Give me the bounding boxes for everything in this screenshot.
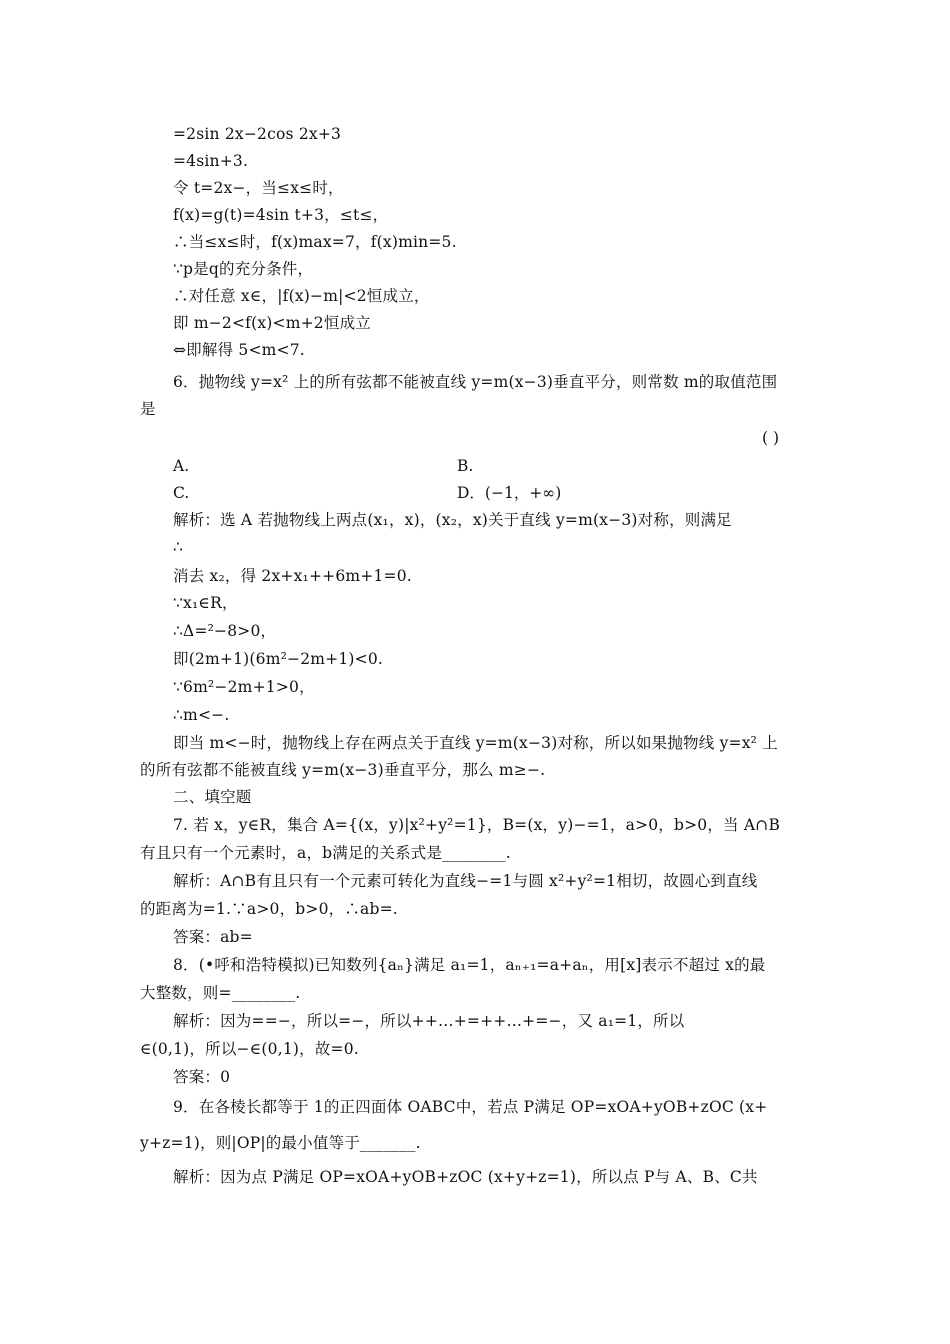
text-line: ∴ [173, 538, 184, 556]
text-line: 即当 m<−时，抛物线上存在两点关于直线 y=m(x−3)对称，所以如果抛物线 y=x² 上 [173, 734, 778, 752]
text-line: ∵6m²−2m+1>0， [173, 678, 315, 696]
option-c: C. [173, 484, 190, 502]
option-d: D．(−1，+∞) [457, 484, 562, 502]
text-line: 消去 x₂，得 2x+x₁++6m+1=0. [173, 567, 412, 585]
option-b: B. [457, 457, 474, 475]
solution-text: 解析：A∩B有且只有一个元素可转化为直线−=1与圆 x²+y²=1相切，故圆心到直线 [173, 872, 758, 890]
text-line: ∵p是q的充分条件， [173, 260, 314, 278]
text-line: 的距离为=1.∵a>0，b>0，∴ab=. [140, 900, 398, 918]
text-line: ⇔即解得 5<m<7. [173, 341, 305, 359]
text-line: 令 t=2x−，当≤x≤时， [173, 179, 344, 197]
question-7: 7. 若 x，y∈R，集合 A={(x，y)|x²+y²=1}，B=(x，y)−=1，a>0，b>0，当 A∩B [173, 816, 781, 834]
text-line: ∴对任意 x∈，|f(x)−m|<2恒成立， [173, 287, 430, 305]
answer-text: 答案：ab= [173, 928, 253, 946]
text-line: y+z=1)，则|OP|的最小值等于_______. [140, 1134, 421, 1152]
text-line: 的所有弦都不能被直线 y=m(x−3)垂直平分，那么 m≥−. [140, 761, 546, 779]
answer-text: 答案：0 [173, 1068, 231, 1086]
text-line: ∈(0,1)，所以−∈(0,1)，故=0. [140, 1040, 359, 1058]
question-9: 9．在各棱长都等于 1的正四面体 OABC中，若点 P满足 OP=xOA+yOB+zOC (x+ [173, 1098, 768, 1116]
text-line: ∴m<−. [173, 706, 230, 724]
text-line: ∵x₁∈R， [173, 594, 238, 612]
solution-text: 解析：因为点 P满足 OP=xOA+yOB+zOC (x+y+z=1)，所以点 P与 A、B、C共 [173, 1168, 758, 1186]
text-line: 即 m−2<f(x)<m+2恒成立 [173, 314, 371, 332]
text-line: 有且只有一个元素时，a，b满足的关系式是________. [140, 844, 511, 862]
question-8: 8．(•呼和浩特模拟)已知数列{aₙ}满足 a₁=1，aₙ₊₁=a+aₙ，用[x]表示不超过 x的最 [173, 956, 766, 974]
text-line: ∴当≤x≤时，f(x)max=7，f(x)min=5. [173, 233, 457, 251]
text-line: =4sin+3. [173, 152, 249, 170]
text-line: 是 [140, 400, 156, 418]
section-heading: 二、填空题 [173, 788, 252, 806]
answer-paren: ( ) [762, 429, 780, 447]
text-line: ∴Δ=²−8>0， [173, 622, 277, 640]
solution-text: 解析：选 A 若抛物线上两点(x₁，x)，(x₂，x)关于直线 y=m(x−3)对称，则满足 [173, 511, 732, 529]
solution-text: 解析：因为==−，所以=−，所以++…+=++…+=−，又 a₁=1，所以 [173, 1012, 685, 1030]
text-line: =2sin 2x−2cos 2x+3 [173, 125, 342, 143]
text-line: f(x)=g(t)=4sin t+3，≤t≤， [173, 206, 389, 224]
option-a: A. [173, 457, 190, 475]
question-6: 6．抛物线 y=x² 上的所有弦都不能被直线 y=m(x−3)垂直平分，则常数 m的取值范围 [173, 373, 778, 391]
text-line: 即(2m+1)(6m²−2m+1)<0. [173, 650, 384, 668]
text-line: 大整数，则=________. [140, 984, 301, 1002]
